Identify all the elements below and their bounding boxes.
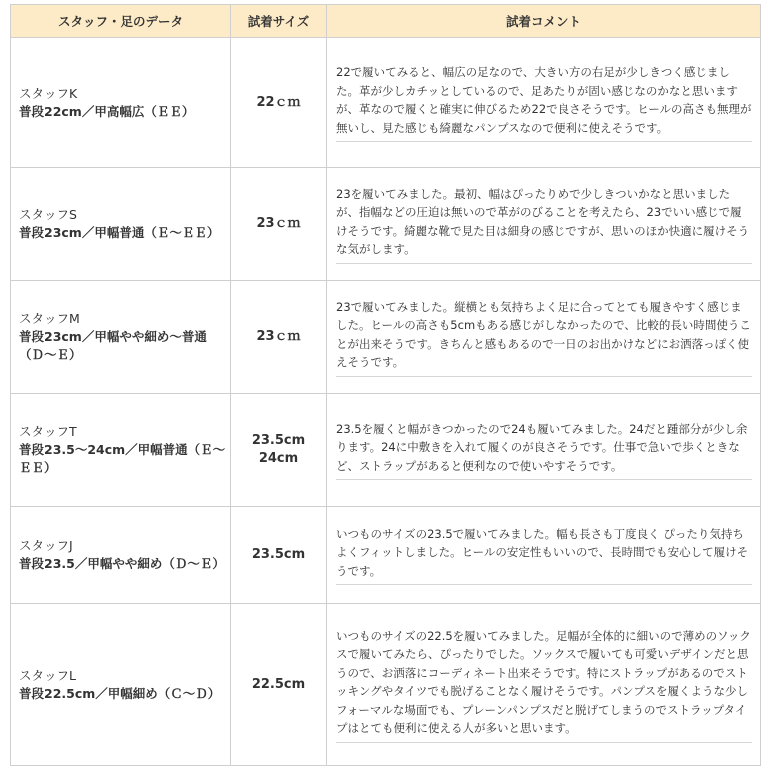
size-cell <box>231 168 327 281</box>
staff-cell <box>11 394 231 507</box>
table-row <box>11 394 761 507</box>
staff-foot-data: 普段23.5／甲幅やや細め（Ｄ～Ｅ） <box>19 556 225 571</box>
fitting-size: 22ｃｍ <box>256 94 301 110</box>
header-size: 試着サイズ <box>231 5 327 38</box>
fitting-report <box>10 4 760 766</box>
staff-foot-data: 普段22cm／甲高幅広（ＥＥ） <box>19 103 195 119</box>
comment-cell <box>327 394 761 507</box>
header-comment: 試着コメント <box>327 5 761 38</box>
staff-foot-data: 普段23cm／甲幅普通（Ｅ～ＥＥ） <box>19 225 220 240</box>
staff-cell <box>11 168 231 281</box>
fitting-comment: 23を履いてみました。最初、幅はぴったりめで少しきついかなと思いましたが、指幅などの圧迫は無いので革がのびることを考えたら、23でいい感じで履けそうです。綺麗な靴で見た目は細身の感じですが、思いのほか快適に履けそうな気がします。 <box>336 185 752 264</box>
comment-cell <box>327 604 761 766</box>
table-header-row <box>11 5 761 38</box>
size-cell <box>231 394 327 507</box>
table-row <box>11 168 761 281</box>
staff-foot-data: 普段22.5cm／甲幅細め（Ｃ～Ｄ） <box>19 685 221 701</box>
fitting-comment: いつものサイズの23.5で履いてみました。幅も長さも丁度良く ぴったり気持ちよくフィットしました。ヒールの安定性もいいので、長時間でも安心して履けそうです。 <box>336 525 752 586</box>
staff-name: スタッフS <box>19 207 77 222</box>
staff-cell <box>11 604 231 766</box>
fitting-size: 23ｃｍ <box>256 329 301 344</box>
staff-cell <box>11 507 231 604</box>
size-cell <box>231 507 327 604</box>
fitting-comment: 22で履いてみると、幅広の足なので、大きい方の右足が少しきつく感じました。革が少しカチッとしているので、足あたりが固い感じなのかなと思いますが、革なので履くと確実に伸びるため22で良さそうです。ヒールの高さも無理が無いし、見た感じも綺麗なパンプスなので便利に使えそうです。 <box>336 63 752 142</box>
size-cell <box>231 281 327 394</box>
staff-cell <box>11 281 231 394</box>
table-row <box>11 507 761 604</box>
fitting-comment: 23.5を履くと幅がきつかったので24も履いてみました。24だと踵部分が少し余ります。24に中敷きを入れて履くのが良さそうです。仕事で急いで歩くときなど、ストラップがあると便利なので使いやすそうです。 <box>336 420 752 481</box>
size-cell <box>231 604 327 766</box>
fitting-size: 23.5cm <box>251 547 306 562</box>
staff-foot-data: 普段23cm／甲幅やや細め～普通（Ｄ～Ｅ） <box>19 329 207 362</box>
staff-foot-data: 普段23.5～24cm／甲幅普通（Ｅ～ＥＥ） <box>19 442 226 475</box>
staff-name: スタッフM <box>19 311 80 326</box>
fitting-size-alt: 24cm <box>258 451 299 466</box>
fitting-size: 22.5cm <box>251 676 306 692</box>
comment-cell <box>327 168 761 281</box>
fitting-table <box>10 4 761 766</box>
fitting-comment: 23で履いてみました。縦横とも気持ちよく足に合ってとても履きやすく感じました。ヒールの高さも5cmもある感じがしなかったので、比較的長い時間使うことが出来そうです。きちんと感もあるので一日のお出かけなどにお洒落っぽく使えそうです。 <box>336 298 752 377</box>
table-row <box>11 281 761 394</box>
staff-name: スタッフT <box>19 424 77 439</box>
size-cell <box>231 38 327 168</box>
staff-cell <box>11 38 231 168</box>
table-row <box>11 38 761 168</box>
comment-cell <box>327 281 761 394</box>
staff-name: スタッフL <box>19 667 76 683</box>
table-row <box>11 604 761 766</box>
fitting-size: 23ｃｍ <box>256 216 301 231</box>
comment-cell <box>327 507 761 604</box>
staff-name: スタッフJ <box>19 538 73 553</box>
header-staff: スタッフ・足のデータ <box>11 5 231 38</box>
staff-name: スタッフK <box>19 85 78 101</box>
comment-cell <box>327 38 761 168</box>
fitting-comment: いつものサイズの22.5を履いてみました。足幅が全体的に細いので薄めのソックスで履いてみたら、ぴったりでした。ソックスで履いても可愛いデザインだと思うので、お洒落にコーディネート出来そうです。特にストラップがあるのでストッキングやタイツでも脱げることなく履けそうです。パンプスを履くような少しフォーマルな場面でも、プレーンパンプスだと脱げてしまうのでストラップタイプはとても便利に使える人が多いと思います。 <box>336 627 752 743</box>
fitting-size: 23.5cm <box>251 433 306 448</box>
